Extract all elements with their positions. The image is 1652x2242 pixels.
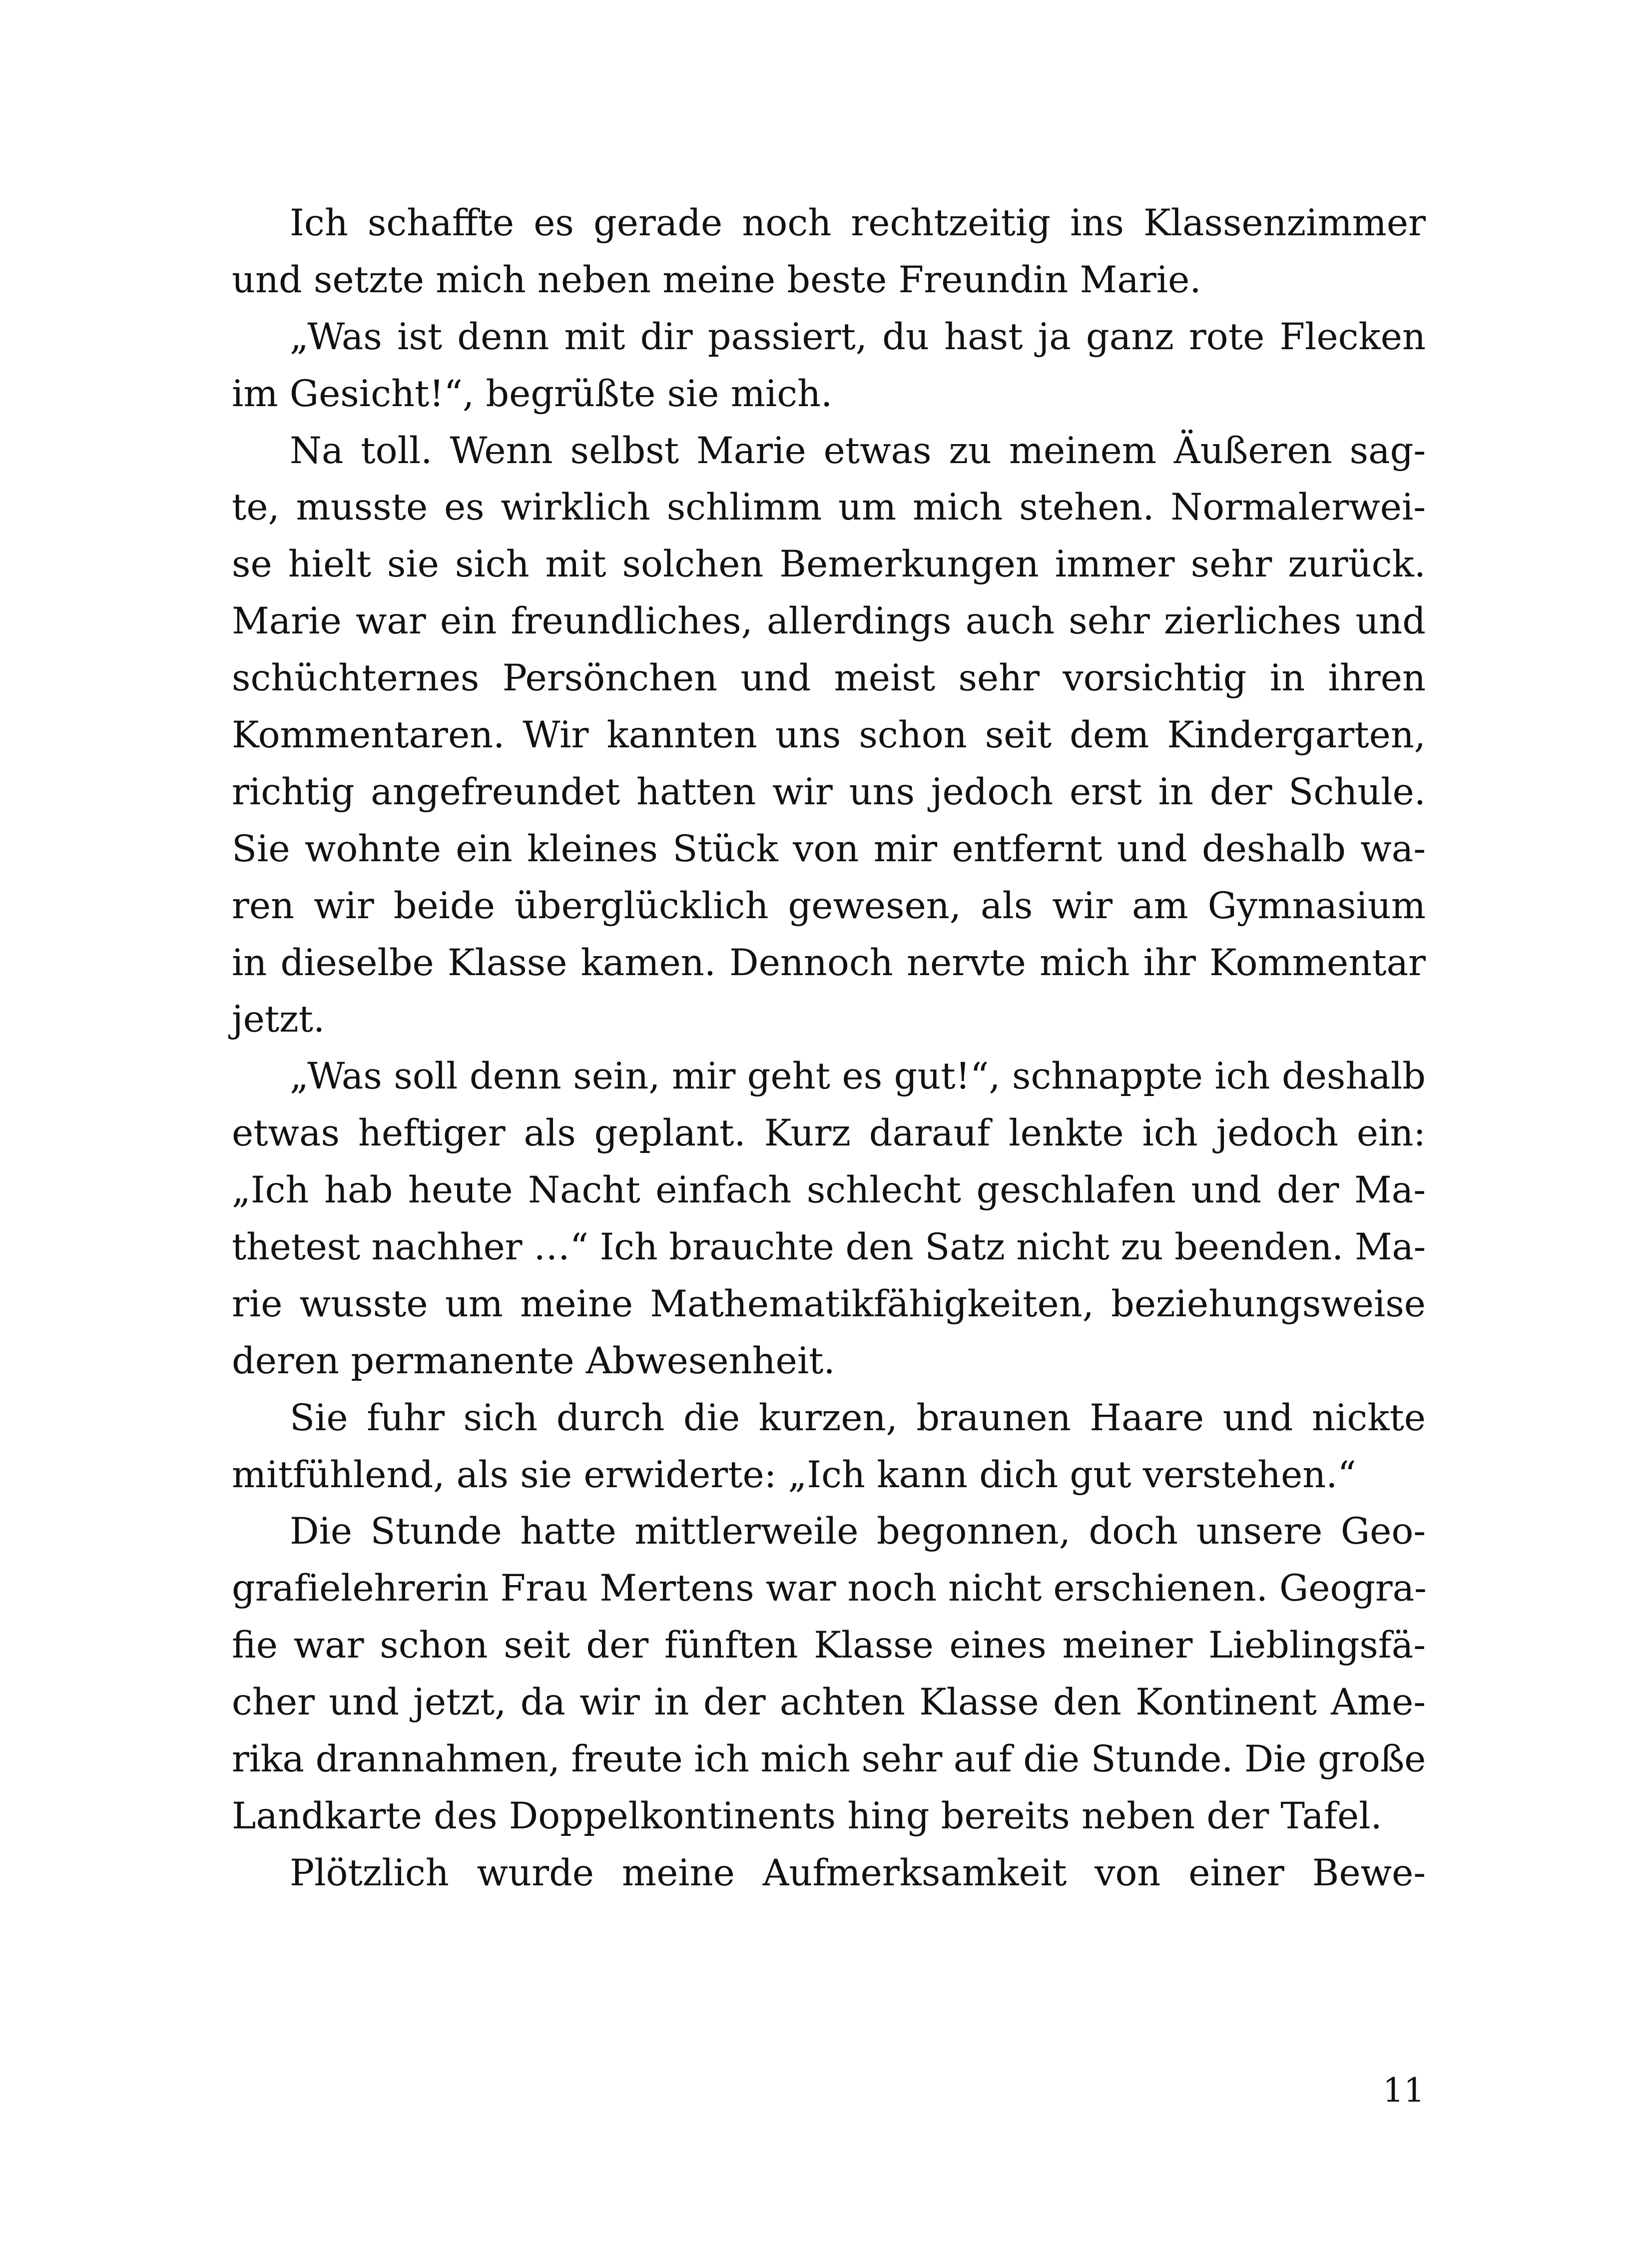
text-line: und setzte mich neben meine beste Freundin Marie. xyxy=(232,258,1201,301)
text-line: Kommentaren. Wir kannten uns schon seit dem Kindergarten, xyxy=(232,714,1426,757)
text-line: richtig angefreundet hatten wir uns jedoch erst in der Schule. xyxy=(232,770,1426,813)
text-line: in dieselbe Klasse kamen. Dennoch nervte mich ihr Kommentar xyxy=(232,941,1426,984)
text-line: Sie fuhr sich durch die kurzen, braunen Haare und nickte xyxy=(290,1396,1426,1439)
text-line: cher und jetzt, da wir in der achten Klasse den Kontinent Ame- xyxy=(232,1681,1426,1724)
text-line: „Was soll denn sein, mir geht es gut!“, schnappte ich deshalb xyxy=(290,1055,1426,1098)
text-line: „Ich hab heute Nacht einfach schlecht geschlafen und der Ma- xyxy=(232,1169,1426,1212)
text-line: Ich schaffte es gerade noch rechtzeitig ins Klassenzimmer xyxy=(290,202,1426,244)
text-line: Die Stunde hatte mittlerweile begonnen, doch unsere Geo- xyxy=(290,1510,1426,1553)
text-line: schüchternes Persönchen und meist sehr vorsichtig in ihren xyxy=(232,657,1426,700)
text-line: Marie war ein freundliches, allerdings auch sehr zierliches und xyxy=(232,600,1426,643)
text-line: fie war schon seit der fünften Klasse eines meiner Lieblingsfä- xyxy=(232,1624,1426,1667)
text-line: se hielt sie sich mit solchen Bemerkungen immer sehr zurück. xyxy=(232,543,1426,586)
text-line: deren permanente Abwesenheit. xyxy=(232,1339,835,1382)
text-line: thetest nachher …“ Ich brauchte den Satz nicht zu beenden. Ma- xyxy=(232,1226,1426,1269)
text-line: etwas heftiger als geplant. Kurz darauf lenkte ich jedoch ein: xyxy=(232,1112,1426,1155)
text-line: Plötzlich wurde meine Aufmerksamkeit von einer Bewe- xyxy=(290,1851,1426,1894)
text-line: im Gesicht!“, begrüßte sie mich. xyxy=(232,372,833,415)
text-line: Sie wohnte ein kleines Stück von mir entfernt und deshalb wa- xyxy=(232,827,1426,870)
text-line: „Was ist denn mit dir passiert, du hast ja ganz rote Flecken xyxy=(290,315,1426,358)
body-text xyxy=(232,195,1426,1902)
text-line: mitfühlend, als sie erwiderte: „Ich kann dich gut verstehen.“ xyxy=(232,1453,1356,1496)
text-line: Landkarte des Doppelkontinents hing bereits neben der Tafel. xyxy=(232,1794,1382,1837)
text-line: Na toll. Wenn selbst Marie etwas zu meinem Äußeren sag- xyxy=(290,429,1426,472)
text-line: rie wusste um meine Mathematikfähigkeiten, beziehungsweise xyxy=(232,1282,1426,1325)
page-number: 11 xyxy=(1383,2071,1425,2110)
text-line: grafielehrerin Frau Mertens war noch nicht erschienen. Geogra- xyxy=(232,1567,1427,1610)
text-line: rika drannahmen, freute ich mich sehr auf die Stunde. Die große xyxy=(232,1738,1426,1781)
text-line: te, musste es wirklich schlimm um mich stehen. Normalerwei- xyxy=(232,486,1426,529)
text-line: jetzt. xyxy=(232,998,325,1041)
text-line: ren wir beide überglücklich gewesen, als wir am Gymnasium xyxy=(232,884,1426,927)
